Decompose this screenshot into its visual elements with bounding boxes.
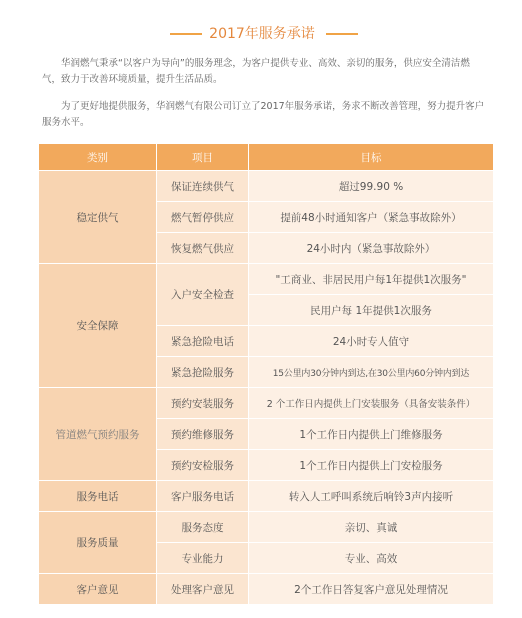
item-cell: 预约维修服务 <box>157 419 249 450</box>
target-cell: 2 个工作日内提供上门安装服务（具备安装条件） <box>249 388 494 419</box>
target-cell: 24小时内（紧急事故除外） <box>249 233 494 264</box>
commitment-paragraph: 为了更好地提供服务，华润燃气有限公司订立了2017年服务承诺，务求不断改善管理，努力提升客户服务水平。 <box>42 101 485 128</box>
item-cell: 入户安全检查 <box>157 264 249 326</box>
item-cell: 专业能力 <box>157 543 249 574</box>
title-decoration-line-right <box>326 33 358 35</box>
target-cell: 专业、高效 <box>249 543 494 574</box>
title-decoration-line-left <box>170 33 202 35</box>
item-cell: 保证连续供气 <box>157 171 249 202</box>
target-cell: 超过99.90 % <box>249 171 494 202</box>
item-cell: 紧急抢险电话 <box>157 326 249 357</box>
target-cell: "工商业、非居民用户每1年提供1次服务" <box>249 264 494 295</box>
target-cell: 转入人工呼叫系统后响铃3声内接听 <box>249 481 494 512</box>
target-cell: 提前48小时通知客户（紧急事故除外） <box>249 202 494 233</box>
header-category: 类别 <box>39 144 157 171</box>
target-cell: 亲切、真诚 <box>249 512 494 543</box>
item-cell: 处理客户意见 <box>157 574 249 605</box>
intro-paragraph: 华润燃气秉承“以客户为导向”的服务理念，为客户提供专业、高效、亲切的服务，供应安全清洁燃气，致力于改善环境质量，提升生活品质。 <box>42 58 470 85</box>
table-header-row <box>39 144 494 171</box>
category-cell: 服务电话 <box>39 481 157 512</box>
table-row <box>39 264 494 295</box>
service-commitment-table <box>38 143 494 605</box>
target-cell: 24小时专人值守 <box>249 326 494 357</box>
item-cell: 客户服务电话 <box>157 481 249 512</box>
category-cell: 安全保障 <box>39 264 157 388</box>
table-row <box>39 481 494 512</box>
table-row <box>39 171 494 202</box>
target-cell: 民用户每 1年提供1次服务 <box>249 295 494 326</box>
header-target: 目标 <box>249 144 494 171</box>
category-cell: 稳定供气 <box>39 171 157 264</box>
item-cell: 服务态度 <box>157 512 249 543</box>
category-cell: 管道燃气预约服务 <box>39 388 157 481</box>
target-cell: 2个工作日答复客户意见处理情况 <box>249 574 494 605</box>
table-row <box>39 574 494 605</box>
item-cell: 紧急抢险服务 <box>157 357 249 388</box>
category-cell: 客户意见 <box>39 574 157 605</box>
item-cell: 燃气暂停供应 <box>157 202 249 233</box>
item-cell: 预约安检服务 <box>157 450 249 481</box>
table-row <box>39 388 494 419</box>
page-title: 2017年服务承诺 <box>209 26 315 42</box>
target-cell: 1个工作日内提供上门安检服务 <box>249 450 494 481</box>
target-cell: 1个工作日内提供上门维修服务 <box>249 419 494 450</box>
table-row <box>39 512 494 543</box>
section-header <box>0 22 522 46</box>
item-cell: 恢复燃气供应 <box>157 233 249 264</box>
target-cell: 15公里内30分钟内到达,在30公里内60分钟内到达 <box>249 357 494 388</box>
item-cell: 预约安装服务 <box>157 388 249 419</box>
category-cell: 服务质量 <box>39 512 157 574</box>
header-item: 项目 <box>157 144 249 171</box>
